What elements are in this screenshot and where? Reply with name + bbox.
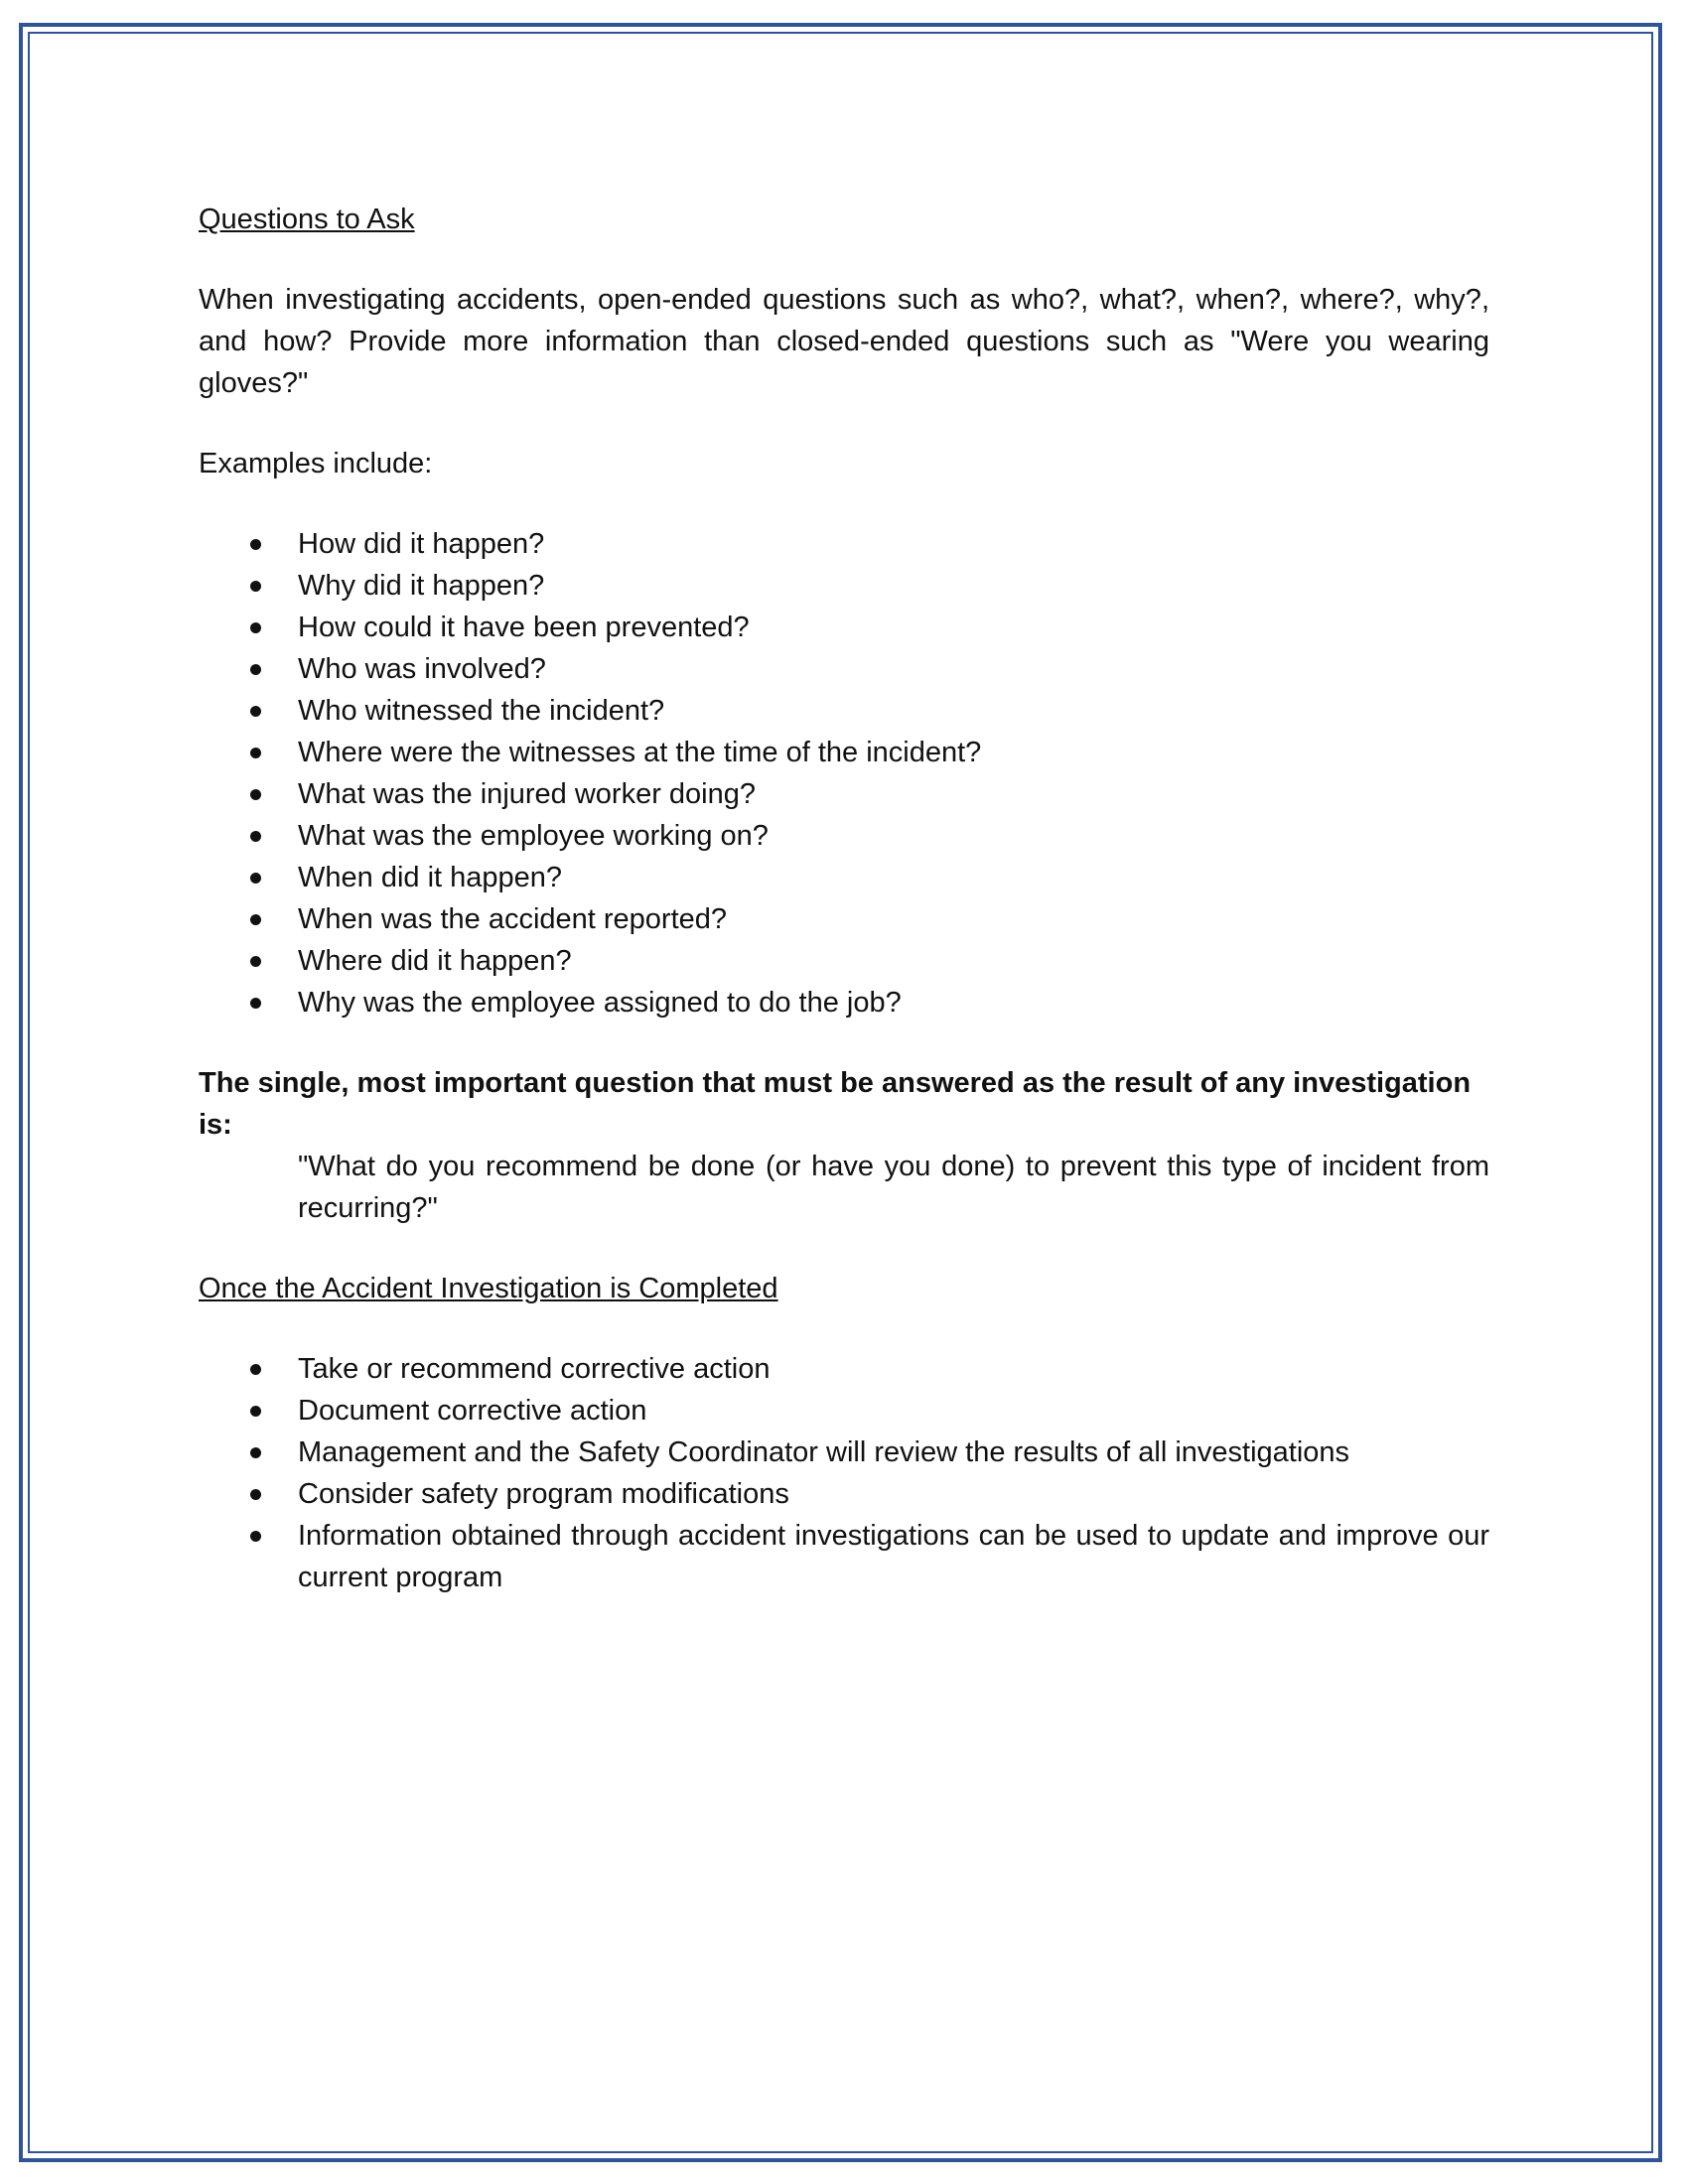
- key-question-quote: "What do you recommend be done (or have you done) to prevent this type of incident from recurring?": [298, 1151, 1489, 1224]
- section-heading-completed: Once the Accident Investigation is Completed: [199, 1273, 778, 1304]
- intro-paragraph: When investigating accidents, open-ended questions such as who?, what?, when?, where?, why?, and how? Provide more information than closed-ended questions such as "Were you wearing gloves?": [199, 284, 1489, 399]
- bullet-icon: [250, 706, 261, 717]
- list-item: [199, 648, 1489, 690]
- list-item-text: Document corrective action: [298, 1395, 647, 1427]
- list-item-text: Where were the witnesses at the time of the incident?: [298, 737, 982, 768]
- spacer: [199, 1024, 1489, 1062]
- key-question-lead: The single, most important question that must be answered as the result of any investigation is:: [199, 1067, 1472, 1141]
- spacer: [199, 484, 1489, 523]
- spacer: [199, 240, 1489, 279]
- bullet-icon: [250, 622, 261, 633]
- list-item: [199, 1390, 1489, 1432]
- list-item: [199, 732, 1489, 773]
- list-item-text: Who was involved?: [298, 653, 546, 685]
- list-item-text: Information obtained through accident investigations can be used to update and improve our current program: [298, 1520, 1489, 1593]
- list-item: [199, 940, 1489, 982]
- list-item-text: Where did it happen?: [298, 945, 572, 977]
- bullet-icon: [250, 914, 261, 925]
- list-item: [199, 1473, 1489, 1515]
- bullet-icon: [250, 1447, 261, 1458]
- bullet-icon: [250, 539, 261, 550]
- list-item-text: When did it happen?: [298, 862, 563, 893]
- list-item-text: Consider safety program modifications: [298, 1478, 789, 1510]
- list-item: [199, 898, 1489, 940]
- list-item: [199, 1515, 1489, 1598]
- bullet-icon: [250, 664, 261, 675]
- list-item: [199, 815, 1489, 857]
- list-item: [199, 1432, 1489, 1473]
- list-item: [199, 690, 1489, 732]
- list-item-text: Why was the employee assigned to do the job?: [298, 987, 902, 1019]
- list-item-text: When was the accident reported?: [298, 903, 728, 935]
- list-item-text: What was the injured worker doing?: [298, 778, 757, 810]
- bullet-icon: [250, 748, 261, 758]
- list-item: [199, 982, 1489, 1024]
- questions-list: [199, 523, 1489, 1024]
- bullet-icon: [250, 1489, 261, 1500]
- spacer: [199, 404, 1489, 443]
- bullet-icon: [250, 873, 261, 884]
- list-item: [199, 1348, 1489, 1390]
- list-item: [199, 773, 1489, 815]
- bullet-icon: [250, 1406, 261, 1417]
- list-item-text: Management and the Safety Coordinator will review the results of all investigations: [298, 1436, 1350, 1468]
- examples-label: Examples include:: [199, 448, 433, 479]
- list-item-text: What was the employee working on?: [298, 820, 769, 852]
- bullet-icon: [250, 789, 261, 800]
- spacer: [199, 1229, 1489, 1268]
- list-item: [199, 523, 1489, 565]
- bullet-icon: [250, 1364, 261, 1375]
- list-item-text: Take or recommend corrective action: [298, 1353, 771, 1385]
- list-item: [199, 857, 1489, 898]
- bullet-icon: [250, 998, 261, 1009]
- list-item-text: Who witnessed the incident?: [298, 695, 665, 727]
- list-item-text: How could it have been prevented?: [298, 612, 750, 643]
- document-body: [199, 199, 1489, 1598]
- list-item-text: How did it happen?: [298, 528, 545, 560]
- list-item: [199, 607, 1489, 648]
- list-item: [199, 565, 1489, 607]
- spacer: [199, 1309, 1489, 1348]
- bullet-icon: [250, 1531, 261, 1542]
- bullet-icon: [250, 956, 261, 967]
- list-item-text: Why did it happen?: [298, 570, 545, 602]
- bullet-icon: [250, 581, 261, 592]
- section-heading-questions: Questions to Ask: [199, 204, 415, 235]
- bullet-icon: [250, 831, 261, 842]
- completion-steps-list: [199, 1348, 1489, 1598]
